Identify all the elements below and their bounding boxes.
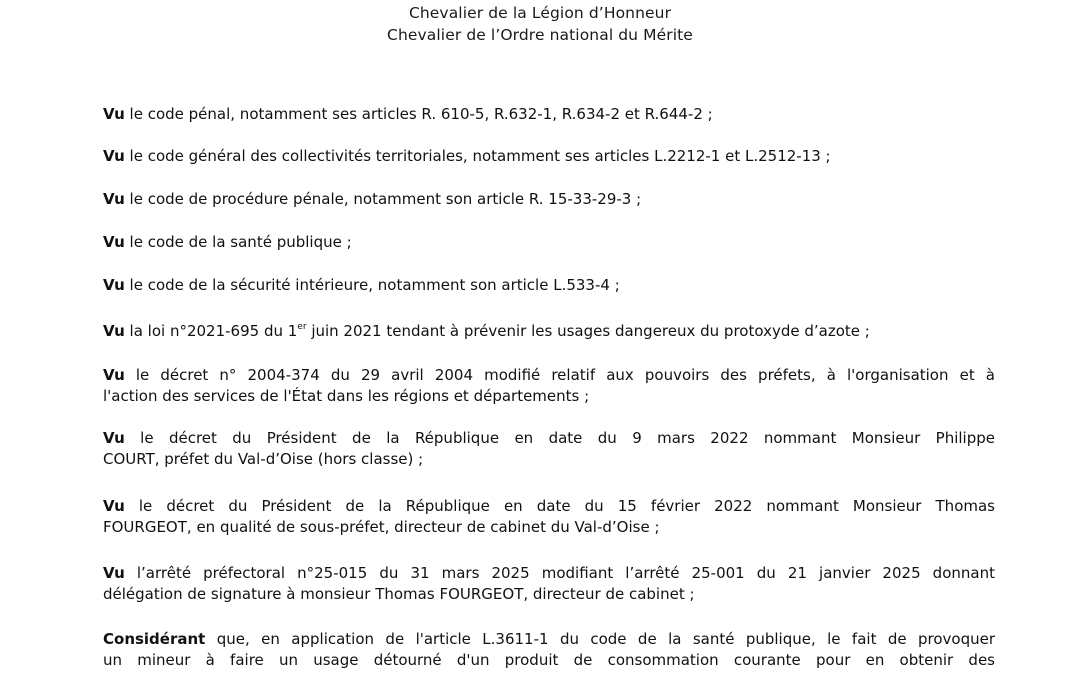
clause-text-part2: juin 2021 tendant à prévenir les usages dangereux du protoxyde d’azote ; [306, 322, 870, 340]
clause-text: le code de procédure pénale, notamment son article R. 15-33-29-3 ; [129, 190, 642, 208]
header-title-line-1: Chevalier de la Légion d’Honneur [408, 4, 672, 22]
clause-code-sante-publique [103, 232, 995, 253]
clause-text-line-2: FOURGEOT, en qualité de sous-préfet, directeur de cabinet du Val-d’Oise ; [103, 518, 660, 536]
clause-keyword: Vu [103, 497, 125, 515]
clause-text: le code pénal, notamment ses articles R. 610-5, R.632-1, R.634-2 et R.644-2 ; [129, 105, 713, 123]
clause-text-line-2: un mineur à faire un usage détourné d'un produit de consommation courante pour en obtenir des [103, 651, 995, 669]
clause-keyword: Vu [103, 429, 125, 447]
clause-text-part1: la loi n°2021-695 du 1 [129, 322, 298, 340]
header-title-line-2: Chevalier de l’Ordre national du Mérite [387, 26, 693, 44]
clause-code-collectivites [103, 146, 995, 167]
clause-text-line-1: l’arrêté préfectoral n°25-015 du 31 mars 2025 modifiant l’arrêté 25-001 du 21 janvier 2025 donnant [136, 564, 995, 582]
clause-keyword: Considérant [103, 630, 206, 648]
clause-text-line-1: que, en application de l'article L.3611-1 du code de la santé publique, le fait de provoquer [216, 630, 995, 648]
clause-text: le code de la sécurité intérieure, notamment son article L.533-4 ; [129, 276, 620, 294]
clause-superscript: er [297, 322, 307, 332]
clause-text-line-2: l'action des services de l'État dans les régions et départements ; [103, 387, 590, 405]
clause-arrete-prefectoral [103, 563, 995, 605]
clause-keyword: Vu [103, 366, 125, 384]
clause-keyword: Vu [103, 147, 125, 165]
clause-keyword: Vu [103, 105, 125, 123]
clause-decret-prefet [103, 428, 995, 470]
clause-decret-2004 [103, 365, 995, 407]
clause-code-procedure-penale [103, 189, 995, 210]
clause-text: le code général des collectivités territoriales, notamment ses articles L.2212-1 et L.2512-13 ; [129, 147, 831, 165]
clause-text-line-2: délégation de signature à monsieur Thomas FOURGEOT, directeur de cabinet ; [103, 585, 695, 603]
clause-keyword: Vu [103, 190, 125, 208]
clause-keyword: Vu [103, 322, 125, 340]
clause-code-penal [103, 104, 995, 125]
clause-keyword: Vu [103, 233, 125, 251]
clause-text: le code de la santé publique ; [129, 233, 352, 251]
clause-loi-protoxyde [103, 321, 995, 342]
clause-code-securite-interieure [103, 275, 995, 296]
clause-text-line-1: le décret n° 2004-374 du 29 avril 2004 modifié relatif aux pouvoirs des préfets, à l'organisation et à [135, 366, 995, 384]
clause-text-line-1: le décret du Président de la République en date du 15 février 2022 nommant Monsieur Thomas [138, 497, 995, 515]
clause-text-line-2: COURT, préfet du Val-d’Oise (hors classe) ; [103, 450, 424, 468]
clause-decret-sous-prefet [103, 496, 995, 538]
clause-text-line-1: le décret du Président de la République en date du 9 mars 2022 nommant Monsieur Philippe [140, 429, 995, 447]
clause-considerant [103, 629, 995, 671]
clause-keyword: Vu [103, 564, 125, 582]
clause-keyword: Vu [103, 276, 125, 294]
